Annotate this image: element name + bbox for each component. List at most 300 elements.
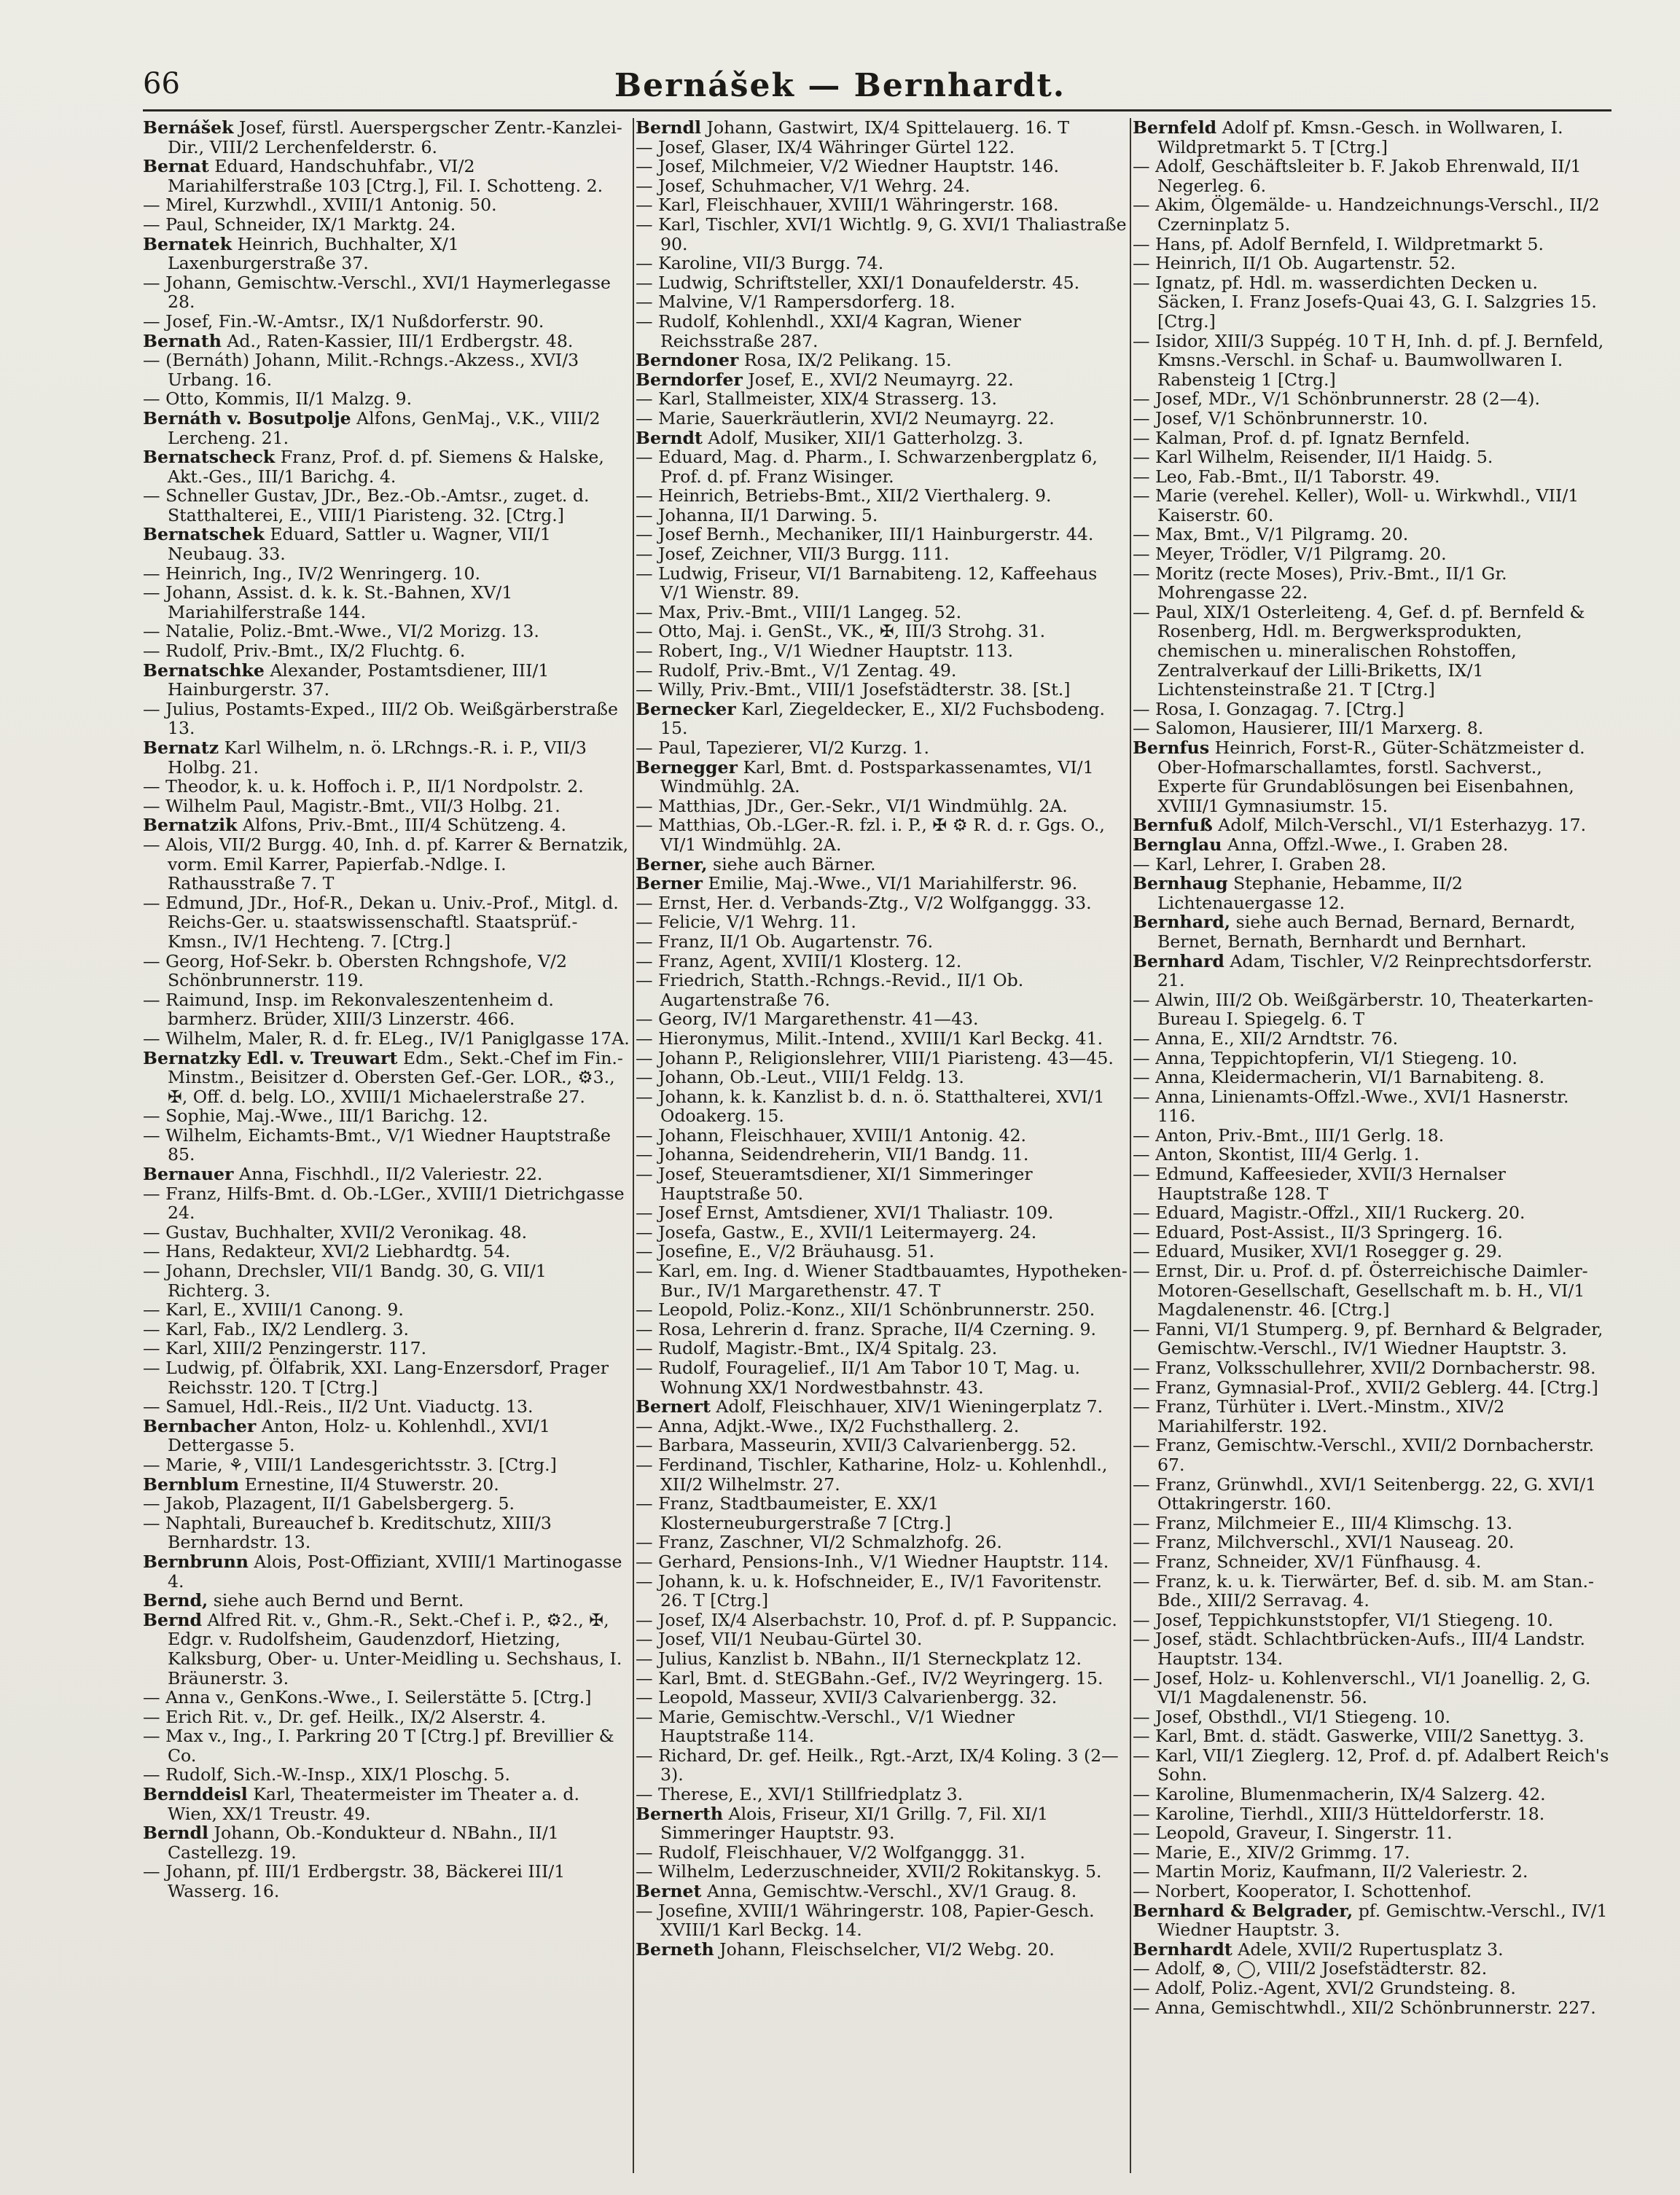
directory-entry xyxy=(636,1165,1128,1203)
entry-surname: Bernd xyxy=(143,1609,203,1630)
directory-entry xyxy=(1133,1882,1611,1901)
directory-entry xyxy=(143,118,633,157)
directory-entry xyxy=(636,797,1128,816)
directory-entry xyxy=(1133,235,1611,254)
directory-entry xyxy=(636,1436,1128,1455)
entry-details: — Karl, Bmt. d. StEGBahn.-Gef., IV/2 Weyringerg. 15. xyxy=(636,1667,1103,1689)
entry-details: — Karl, Bmt. d. städt. Gaswerke, VIII/2 Sanettyg. 3. xyxy=(1133,1726,1585,1747)
directory-entry xyxy=(1133,1514,1611,1533)
directory-entry xyxy=(1133,1940,1611,1960)
entry-details: — Wilhelm Paul, Magistr.-Bmt., VII/3 Holbg. 21. xyxy=(143,795,560,816)
entry-details: — Marie (verehel. Keller), Woll- u. Wirkwhdl., VII/1 Kaiserstr. 60. xyxy=(1133,485,1579,525)
directory-entry xyxy=(636,1417,1128,1436)
directory-entry xyxy=(636,1145,1128,1165)
entry-details: — Leopold, Poliz.-Konz., XII/1 Schönbrunnerstr. 250. xyxy=(636,1299,1095,1320)
entry-details: — Karl, Tischler, XVI/1 Wichtlg. 9, G. XVI/1 Thaliastraße 90. xyxy=(636,214,1127,254)
directory-entry xyxy=(1133,1862,1611,1882)
directory-entry xyxy=(143,1455,633,1475)
directory-entry xyxy=(143,1475,633,1495)
directory-entry xyxy=(143,235,633,273)
entry-details: — Rudolf, Sich.-W.-Insp., XIX/1 Ploschg. 5. xyxy=(143,1764,511,1785)
directory-entry xyxy=(143,1300,633,1320)
directory-entry xyxy=(636,525,1128,544)
entry-details: — Adolf, ⊗, ◯, VIII/2 Josefstädterstr. 82. xyxy=(1133,1958,1488,1979)
entry-details: — Samuel, Hdl.-Reis., II/2 Unt. Viaductg. 13. xyxy=(143,1396,534,1417)
entry-details: — Marie, Sauerkräutlerin, XVI/2 Neumayrg. 22. xyxy=(636,407,1055,429)
entry-details: — Josef, Zeichner, VII/3 Burgg. 111. xyxy=(636,544,950,565)
entry-details: Eduard, Sattler u. Wagner, VII/1 Neubaug. 33. xyxy=(168,524,551,565)
column-2 xyxy=(636,118,1128,2177)
directory-entry xyxy=(1133,273,1611,332)
entry-details: — Wilhelm, Eichamts-Bmt., V/1 Wiedner Hauptstraße 85. xyxy=(143,1124,611,1165)
entry-details: — Max, Bmt., V/1 Pilgramg. 20. xyxy=(1133,524,1409,545)
entry-details: — Josef, Teppichkunststopfer, VI/1 Stiegeng. 10. xyxy=(1133,1609,1554,1630)
directory-entry xyxy=(636,874,1128,893)
directory-entry xyxy=(636,641,1128,661)
directory-entry xyxy=(636,1242,1128,1261)
entry-surname: Bernauer xyxy=(143,1164,234,1185)
directory-entry xyxy=(636,176,1128,196)
entry-details: siehe auch Bernad, Bernard, Bernardt, Bernet, Bernath, Bernhardt und Bernhart. xyxy=(1157,912,1576,952)
directory-entry xyxy=(636,292,1128,312)
entry-details: Karl Wilhelm, n. ö. LRchngs.-R. i. P., VII/3 Holbg. 21. xyxy=(168,737,587,778)
entry-details: Franz, Prof. d. pf. Siemens & Halske, Akt.-Ges., III/1 Barichg. 4. xyxy=(168,447,604,487)
directory-entry xyxy=(143,1765,633,1785)
directory-entry xyxy=(636,758,1128,797)
entry-details: — Josef, V/1 Schönbrunnerstr. 10. xyxy=(1133,407,1429,429)
directory-entry xyxy=(1133,1746,1611,1785)
directory-entry xyxy=(636,1029,1128,1049)
entry-surname: Bernbrunn xyxy=(143,1551,249,1572)
entry-details: — Franz, Gemischtw.-Verschl., XVII/2 Dornbacherstr. 67. xyxy=(1133,1435,1595,1475)
directory-entry xyxy=(636,351,1128,370)
entry-details: — Anna, Adjkt.-Wwe., IX/2 Fuchsthallerg. 2. xyxy=(636,1415,1020,1436)
directory-entry xyxy=(636,1533,1128,1552)
directory-entry xyxy=(143,1242,633,1261)
entry-details: — Paul, Tapezierer, VI/2 Kurzg. 1. xyxy=(636,737,930,758)
directory-entry xyxy=(143,700,633,738)
entry-surname: Berndl xyxy=(636,118,701,138)
entry-details: siehe auch Bernd und Bernt. xyxy=(208,1590,464,1611)
entry-details: — Karl, Stallmeister, XIX/4 Strasserg. 13. xyxy=(636,388,997,410)
directory-entry xyxy=(143,1611,633,1688)
entry-details: Edm., Sekt.-Chef im Fin.-Minstm., Beisitzer d. Obersten Gef.-Ger. LOR., ⚙3., ✠, Off. d. belg. LO., XVIII/1 Michaelerstraße 27. xyxy=(168,1047,623,1107)
directory-entry xyxy=(143,447,633,486)
directory-entry xyxy=(1133,719,1611,738)
directory-entry xyxy=(636,1358,1128,1397)
entry-details: — Josef, Glaser, IX/4 Währinger Gürtel 122. xyxy=(636,136,1015,157)
entry-details: Josef, E., XVI/2 Neumayrg. 22. xyxy=(742,369,1014,390)
directory-entry xyxy=(143,1862,633,1901)
entry-details: — Josef, Obsthdl., VI/1 Stiegeng. 10. xyxy=(1133,1706,1450,1727)
entry-details: Karl, Ziegeldecker, E., XI/2 Fuchsbodeng. 15. xyxy=(660,698,1106,739)
directory-entry xyxy=(143,389,633,409)
entry-details: — Wilhelm, Maler, R. d. fr. ELeg., IV/1 Paniglgasse 17A. xyxy=(143,1028,630,1049)
entry-surname: Bernáth v. Bosutpolje xyxy=(143,407,351,429)
directory-entry xyxy=(1133,1804,1611,1824)
directory-entry xyxy=(636,409,1128,429)
entry-details: — Rosa, Lehrerin d. franz. Sprache, II/4 Czerning. 9. xyxy=(636,1318,1096,1339)
page-header: Bernášek — Bernhardt. xyxy=(614,67,1066,104)
entry-details: — Mirel, Kurzwhdl., XVIII/1 Antonig. 50. xyxy=(143,195,497,216)
entry-details: — Heinrich, Ing., IV/2 Wenringerg. 10. xyxy=(143,563,481,584)
entry-details: — Karoline, Blumenmacherin, IX/4 Salzerg. 42. xyxy=(1133,1784,1546,1805)
entry-details: Ernestine, II/4 Stuwerstr. 20. xyxy=(239,1474,499,1495)
entry-details: — Franz, Gymnasial-Prof., XVII/2 Geblerg. 44. [Ctrg.] xyxy=(1133,1377,1598,1398)
entry-surname: Berndt xyxy=(636,427,703,448)
directory-entry xyxy=(636,1126,1128,1146)
directory-entry xyxy=(143,952,633,990)
entry-details: — Gerhard, Pensions-Inh., V/1 Wiedner Hauptstr. 114. xyxy=(636,1551,1109,1572)
entry-surname: Bernath xyxy=(143,330,222,351)
entry-details: pf. Gemischtw.-Verschl., IV/1 Wiedner Hauptstr. 3. xyxy=(1157,1900,1608,1941)
entry-details: — Johann, k. k. Kanzlist b. d. n. ö. Statthalterei, XVI/1 Odoakerg. 15. xyxy=(636,1086,1105,1127)
directory-entry xyxy=(636,1882,1128,1901)
directory-entry xyxy=(143,1223,633,1243)
directory-entry xyxy=(636,815,1128,854)
entry-details: — Josef, Schuhmacher, V/1 Wehrg. 24. xyxy=(636,175,971,196)
directory-entry xyxy=(636,893,1128,913)
entry-surname: Bernhard & Belgrader, xyxy=(1133,1900,1353,1921)
entry-details: — Barbara, Masseurin, XVII/3 Calvarienbergg. 52. xyxy=(636,1435,1077,1456)
directory-entry xyxy=(636,1068,1128,1087)
entry-details: — Julius, Kanzlist b. NBahn., II/1 Sterneckplatz 12. xyxy=(636,1648,1082,1669)
entry-details: — Eduard, Mag. d. Pharm., I. Schwarzenbergplatz 6, Prof. d. pf. Franz Wisinger. xyxy=(636,447,1098,487)
directory-entry xyxy=(1133,1358,1611,1378)
directory-entry xyxy=(1133,1843,1611,1863)
entry-details: — Ludwig, pf. Ölfabrik, XXI. Lang-Enzersdorf, Prager Reichsstr. 120. T [Ctrg.] xyxy=(143,1358,609,1398)
entry-details: — Anna, Linienamts-Offzl.-Wwe., XVI/1 Hasnerstr. 116. xyxy=(1133,1086,1569,1127)
directory-entry xyxy=(636,1669,1128,1689)
entry-details: Johann, Gastwirt, IX/4 Spittelauerg. 16. T xyxy=(701,118,1070,138)
entry-details: — Hieronymus, Milit.-Intend., XVIII/1 Karl Beckg. 41. xyxy=(636,1028,1103,1049)
entry-details: — Josef, Holz- u. Kohlenverschl., VI/1 Joanellig. 2, G. VI/1 Magdalenenstr. 56. xyxy=(1133,1667,1591,1708)
entry-surname: Bernatscheck xyxy=(143,447,276,468)
entry-surname: Bernbacher xyxy=(143,1415,257,1436)
entry-details: — Edmund, JDr., Hof-R., Dekan u. Univ.-Prof., Mitgl. d. Reichs-Ger. u. staatswissenschaftl. Staatsprüf.-Kmsn., IV/1 Hechteng. 7. [Ctrg.] xyxy=(143,892,619,952)
entry-details: Alois, Post-Offiziant, XVIII/1 Martinogasse 4. xyxy=(168,1551,622,1592)
directory-entry xyxy=(636,952,1128,971)
directory-entry xyxy=(1133,118,1611,157)
directory-entry xyxy=(143,797,633,816)
entry-details: — Franz, Volksschullehrer, XVII/2 Dornbacherstr. 98. xyxy=(1133,1358,1596,1378)
entry-details: — Karl, Fleischhauer, XVIII/1 Währingerstr. 168. xyxy=(636,195,1059,216)
entry-details: — Josef, MDr., V/1 Schönbrunnerstr. 28 (2—4). xyxy=(1133,388,1540,410)
directory-entry xyxy=(1133,447,1611,467)
entry-details: — Sophie, Maj.-Wwe., III/1 Barichg. 12. xyxy=(143,1106,488,1127)
directory-entry xyxy=(1133,1436,1611,1474)
directory-entry xyxy=(143,835,633,893)
directory-entry xyxy=(1133,1823,1611,1843)
entry-details: — Johann, Assist. d. k. k. St.-Bahnen, XV/1 Mariahilferstraße 144. xyxy=(143,582,513,622)
directory-entry xyxy=(143,738,633,777)
column-divider xyxy=(1130,118,1131,2173)
directory-entry xyxy=(636,544,1128,564)
entry-details: — Karl, em. Ing. d. Wiener Stadtbauamtes, Hypotheken-Bur., IV/1 Margarethenstr. 47. T xyxy=(636,1261,1128,1301)
directory-entry xyxy=(636,1203,1128,1223)
entry-details: — Kalman, Prof. d. pf. Ignatz Bernfeld. xyxy=(1133,427,1471,448)
directory-entry xyxy=(143,1688,633,1707)
directory-entry xyxy=(636,1785,1128,1804)
directory-entry xyxy=(143,1823,633,1862)
directory-entry xyxy=(1133,1203,1611,1223)
entry-details: — Anna v., GenKons.-Wwe., I. Seilerstätte 5. [Ctrg.] xyxy=(143,1687,592,1708)
directory-entry xyxy=(1133,389,1611,409)
directory-entry xyxy=(1133,1611,1611,1630)
directory-entry xyxy=(636,215,1128,254)
directory-entry xyxy=(1133,195,1611,234)
entry-surname: Bernerth xyxy=(636,1803,724,1824)
entry-surname: Bernert xyxy=(636,1396,711,1417)
entry-details: — Karl Wilhelm, Reisender, II/1 Haidg. 5. xyxy=(1133,447,1493,468)
directory-entry xyxy=(636,932,1128,952)
entry-details: — Johanna, II/1 Darwing. 5. xyxy=(636,504,878,525)
directory-entry xyxy=(636,1688,1128,1707)
entry-details: — Franz, Grünwhdl., XVI/1 Seitenbergg. 22, G. XVI/1 Ottakringerstr. 160. xyxy=(1133,1474,1597,1514)
entry-details: — Franz, Agent, XVIII/1 Klosterg. 12. xyxy=(636,950,962,971)
entry-details: — Ludwig, Schriftsteller, XXI/1 Donaufelderstr. 45. xyxy=(636,272,1080,293)
directory-entry xyxy=(1133,525,1611,544)
directory-entry xyxy=(143,351,633,389)
entry-surname: Bernet xyxy=(636,1881,702,1902)
entry-surname: Bernatzky Edl. v. Treuwart xyxy=(143,1047,398,1068)
entry-details: — Naphtali, Bureauchef b. Kreditschutz, XIII/3 Bernhardstr. 13. xyxy=(143,1512,552,1553)
entry-details: — Josefine, E., V/2 Bräuhausg. 51. xyxy=(636,1241,935,1262)
entry-details: — Johann, Drechsler, VII/1 Bandg. 30, G. VII/1 Richterg. 3. xyxy=(143,1261,547,1301)
directory-entry xyxy=(1133,1397,1611,1436)
entry-details: — Raimund, Insp. im Rekonvaleszentenheim d. barmherz. Brüder, XIII/3 Linzerstr. 466. xyxy=(143,989,554,1030)
directory-entry xyxy=(636,254,1128,273)
directory-entry xyxy=(636,971,1128,1009)
entry-details: — Isidor, XIII/3 Suppég. 10 T H, Inh. d. pf. J. Bernfeld, Kmsns.-Verschl. in Schaf- u. Baumwollwaren I. Rabensteig 1 [Ctrg.] xyxy=(1133,330,1604,390)
entry-surname: Bernášek xyxy=(143,118,234,138)
directory-entry xyxy=(636,1649,1128,1669)
directory-entry xyxy=(636,1552,1128,1572)
directory-entry xyxy=(636,855,1128,875)
directory-entry xyxy=(636,1804,1128,1843)
entry-details: Alfons, GenMaj., V.K., VIII/2 Lercheng. 21. xyxy=(168,407,601,448)
entry-details: — Alois, VII/2 Burgg. 40, Inh. d. pf. Karrer & Bernatzik, vorm. Emil Karrer, Papierfab.-Ndlge. I. Rathausstraße 7. T xyxy=(143,834,629,894)
entry-details: siehe auch Bärner. xyxy=(707,853,876,875)
entry-details: — Franz, II/1 Ob. Augartenstr. 76. xyxy=(636,931,934,952)
directory-entry xyxy=(143,486,633,525)
entry-details: Eduard, Handschuhfabr., VI/2 Mariahilferstraße 103 [Ctrg.], Fil. I. Schotteng. 2. xyxy=(168,156,603,196)
entry-details: Alois, Friseur, XI/1 Grillg. 7, Fil. XI/1 Simmeringer Hauptstr. 93. xyxy=(660,1803,1049,1844)
entry-details: — Anton, Skontist, III/4 Gerlg. 1. xyxy=(1133,1144,1420,1165)
entry-details: — Friedrich, Statth.-Rchngs.-Revid., II/1 Ob. Augartenstraße 76. xyxy=(636,970,1024,1010)
directory-entry xyxy=(1133,1145,1611,1165)
entry-details: — Josef, städt. Schlachtbrücken-Aufs., III/4 Landstr. Hauptstr. 134. xyxy=(1133,1629,1586,1669)
entry-details: — Meyer, Trödler, V/1 Pilgramg. 20. xyxy=(1133,544,1447,565)
entry-details: — Josef Bernh., Mechaniker, III/1 Hainburgerstr. 44. xyxy=(636,524,1094,545)
directory-entry xyxy=(1133,1707,1611,1727)
entry-details: — Heinrich, Betriebs-Bmt., XII/2 Vierthalerg. 9. xyxy=(636,485,1052,506)
directory-entry xyxy=(1133,952,1611,990)
entry-details: — Wilhelm, Lederzuschneider, XVII/2 Rokitanskyg. 5. xyxy=(636,1861,1102,1882)
entry-details: — Josef Ernst, Amtsdiener, XVI/1 Thaliastr. 109. xyxy=(636,1202,1054,1224)
entry-details: — Gustav, Buchhalter, XVII/2 Veronikag. 48. xyxy=(143,1221,528,1243)
directory-entry xyxy=(636,1261,1128,1300)
directory-entry xyxy=(1133,738,1611,815)
directory-entry xyxy=(636,1940,1128,1960)
entry-details: — Franz, k. u. k. Tierwärter, Bef. d. sib. M. am Stan.-Bde., XIII/2 Serravag. 4. xyxy=(1133,1570,1594,1611)
directory-entry xyxy=(143,1049,633,1107)
entry-details: — Edmund, Kaffeesieder, XVII/3 Hernalser Hauptstraße 128. T xyxy=(1133,1164,1506,1204)
entry-details: — Marie, Gemischtw.-Verschl., V/1 Wiedner Hauptstraße 114. xyxy=(636,1706,1015,1747)
entry-details: — Anna, Gemischtwhdl., XII/2 Schönbrunnerstr. 227. xyxy=(1133,1997,1596,2018)
directory-entry xyxy=(1133,157,1611,195)
entry-surname: Bernhaug xyxy=(1133,873,1228,894)
directory-entry xyxy=(636,389,1128,409)
directory-entry xyxy=(1133,467,1611,487)
directory-entry xyxy=(1133,1959,1611,1979)
entry-details: — Hans, Redakteur, XVI/2 Liebhardtg. 54. xyxy=(143,1241,511,1262)
directory-entry xyxy=(1133,1126,1611,1146)
directory-entry xyxy=(636,1629,1128,1649)
entry-details: — Akim, Ölgemälde- u. Handzeichnungs-Verschl., II/2 Czerninplatz 5. xyxy=(1133,195,1600,235)
directory-entry xyxy=(143,409,633,447)
directory-entry xyxy=(1133,990,1611,1029)
entry-details: — Franz, Schneider, XV/1 Fünfhausg. 4. xyxy=(1133,1551,1482,1572)
entry-details: — Richard, Dr. gef. Heilk., Rgt.-Arzt, IX/4 Koling. 3 (2—3). xyxy=(636,1745,1119,1785)
directory-entry xyxy=(1133,874,1611,912)
directory-entry xyxy=(1133,1998,1611,2018)
entry-details: — Rudolf, Priv.-Bmt., IX/2 Fluchtg. 6. xyxy=(143,641,466,662)
entry-details: Anna, Offzl.-Wwe., I. Graben 28. xyxy=(1222,834,1509,855)
entry-details: — Salomon, Hausierer, III/1 Marxerg. 8. xyxy=(1133,718,1484,739)
directory-entry xyxy=(143,1552,633,1591)
directory-entry xyxy=(636,312,1128,351)
entry-details: — Eduard, Musiker, XVI/1 Rosegger g. 29. xyxy=(1133,1241,1503,1262)
entry-details: — Theodor, k. u. k. Hoffoch i. P., II/1 Nordpolstr. 2. xyxy=(143,776,584,797)
directory-entry xyxy=(1133,1261,1611,1320)
entry-details: — Anton, Priv.-Bmt., III/1 Gerlg. 18. xyxy=(1133,1124,1445,1146)
entry-details: — Jakob, Plazagent, II/1 Gabelsbergerg. 5. xyxy=(143,1493,515,1514)
directory-entry xyxy=(1133,1552,1611,1572)
entry-details: — Ignatz, pf. Hdl. m. wasserdichten Decken u. Säcken, I. Franz Josefs-Quai 43, G. I. Salzgries 15. [Ctrg.] xyxy=(1133,272,1597,332)
directory-entry xyxy=(636,1862,1128,1882)
entry-surname: Berner, xyxy=(636,853,708,875)
column-1 xyxy=(143,118,633,2177)
directory-entry xyxy=(143,525,633,563)
directory-entry xyxy=(143,583,633,622)
entry-details: Karl, Theatermeister im Theater a. d. Wien, XX/1 Treustr. 49. xyxy=(168,1784,579,1824)
directory-entry xyxy=(1133,1242,1611,1261)
entry-details: — Ferdinand, Tischler, Katharine, Holz- u. Kohlenhdl., XII/2 Wilhelmstr. 27. xyxy=(636,1454,1108,1495)
page-number: 66 xyxy=(143,67,180,101)
directory-entry xyxy=(636,1300,1128,1320)
directory-entry xyxy=(636,1339,1128,1358)
entry-details: — Marie, E., XIV/2 Grimmg. 17. xyxy=(1133,1842,1410,1863)
entry-details: — Leo, Fab.-Bmt., II/1 Taborstr. 49. xyxy=(1133,466,1440,487)
directory-entry xyxy=(1133,603,1611,700)
entry-details: — Marie, ⚘, VIII/1 Landesgerichtsstr. 3. [Ctrg.] xyxy=(143,1454,557,1475)
directory-entry xyxy=(636,1049,1128,1068)
directory-entry xyxy=(636,486,1128,506)
entry-surname: Berndl xyxy=(143,1823,208,1844)
directory-entry xyxy=(636,1901,1128,1940)
entry-details: — Karl, E., XVIII/1 Canong. 9. xyxy=(143,1299,404,1320)
entry-details: Josef, fürstl. Auerspergscher Zentr.-Kanzlei-Dir., VIII/2 Lerchenfelderstr. 6. xyxy=(168,118,622,157)
directory-entry xyxy=(1133,1165,1611,1203)
directory-entry xyxy=(143,622,633,641)
entry-details: — Max v., Ing., I. Parkring 20 T [Ctrg.] pf. Brevillier & Co. xyxy=(143,1726,614,1766)
directory-entry xyxy=(1133,1068,1611,1087)
directory-entry xyxy=(636,1611,1128,1630)
directory-entry xyxy=(143,661,633,700)
directory-entry xyxy=(636,1707,1128,1746)
entry-details: — Leopold, Graveur, I. Singerstr. 11. xyxy=(1133,1823,1453,1844)
directory-entry xyxy=(143,1494,633,1514)
directory-entry xyxy=(636,564,1128,603)
directory-entry xyxy=(143,1126,633,1165)
directory-entry xyxy=(143,332,633,351)
entry-surname: Bernat xyxy=(143,156,209,177)
directory-entry xyxy=(143,195,633,215)
directory-entry xyxy=(143,1261,633,1300)
entry-surname: Bernddeisl xyxy=(143,1784,248,1805)
directory-entry xyxy=(636,1397,1128,1417)
directory-entry xyxy=(143,1106,633,1126)
directory-entry xyxy=(1133,1223,1611,1243)
directory-entry xyxy=(636,1455,1128,1494)
entry-details: — Franz, Türhüter i. LVert.-Minstm., XIV/2 Mariahilferstr. 192. xyxy=(1133,1396,1505,1436)
directory-entry xyxy=(143,777,633,797)
directory-entry xyxy=(1133,1049,1611,1068)
entry-details: Heinrich, Buchhalter, X/1 Laxenburgerstraße 37. xyxy=(168,233,459,274)
entry-details: — Leopold, Masseur, XVII/3 Calvarienbergg. 32. xyxy=(636,1687,1058,1708)
directory-entry xyxy=(1133,1901,1611,1940)
entry-details: Anton, Holz- u. Kohlenhdl., XVI/1 Dettergasse 5. xyxy=(168,1415,550,1456)
directory-entry xyxy=(143,564,633,584)
entry-details: — Norbert, Kooperator, I. Schottenhof. xyxy=(1133,1881,1472,1902)
entry-surname: Bernatek xyxy=(143,233,233,254)
directory-entry xyxy=(1133,1669,1611,1707)
entry-surname: Bernfeld xyxy=(1133,118,1217,138)
entry-details: — Anna, E., XII/2 Arndtstr. 76. xyxy=(1133,1028,1399,1049)
directory-entry xyxy=(1133,1726,1611,1746)
directory-entry xyxy=(143,312,633,332)
directory-entry xyxy=(143,1707,633,1727)
entry-details: — Josef, Fin.-W.-Amtsr., IX/1 Nußdorferstr. 90. xyxy=(143,310,544,332)
entry-surname: Bernatschek xyxy=(143,524,265,545)
directory-entry xyxy=(1133,1378,1611,1398)
directory-entry xyxy=(1133,1475,1611,1514)
entry-details: — Josef, Milchmeier, V/2 Wiedner Hauptstr. 146. xyxy=(636,156,1060,177)
entry-details: — Hans, pf. Adolf Bernfeld, I. Wildpretmarkt 5. xyxy=(1133,233,1544,254)
directory-entry xyxy=(636,1843,1128,1863)
entry-details: — Matthias, JDr., Ger.-Sekr., VI/1 Windmühlg. 2A. xyxy=(636,795,1068,816)
directory-entry xyxy=(143,990,633,1029)
entry-details: — Eduard, Magistr.-Offzl., XII/1 Ruckerg. 20. xyxy=(1133,1202,1525,1224)
directory-entry xyxy=(1133,815,1611,835)
directory-entry xyxy=(636,603,1128,622)
entry-details: — Josef, IX/4 Alserbachstr. 10, Prof. d. pf. P. Suppancic. xyxy=(636,1609,1117,1630)
entry-details: Anna, Gemischtw.-Verschl., XV/1 Graug. 8. xyxy=(701,1881,1077,1902)
directory-entry xyxy=(636,1494,1128,1533)
entry-details: — Karoline, VII/3 Burgg. 74. xyxy=(636,253,884,274)
entry-details: — Paul, Schneider, IX/1 Marktg. 24. xyxy=(143,214,456,235)
column-3 xyxy=(1133,118,1611,2177)
entry-surname: Bernfus xyxy=(1133,737,1210,758)
entry-details: — Anna, Teppichtopferin, VI/1 Stiegeng. 10. xyxy=(1133,1047,1517,1068)
entry-details: — Felicie, V/1 Wehrg. 11. xyxy=(636,912,856,933)
entry-details: Adele, XVII/2 Rupertusplatz 3. xyxy=(1232,1938,1504,1960)
entry-surname: Berndoner xyxy=(636,350,739,371)
entry-details: Adolf, Musiker, XII/1 Gatterholzg. 3. xyxy=(702,427,1024,448)
entry-details: Alfons, Priv.-Bmt., III/4 Schützeng. 4. xyxy=(237,815,567,836)
directory-entry xyxy=(636,118,1128,138)
